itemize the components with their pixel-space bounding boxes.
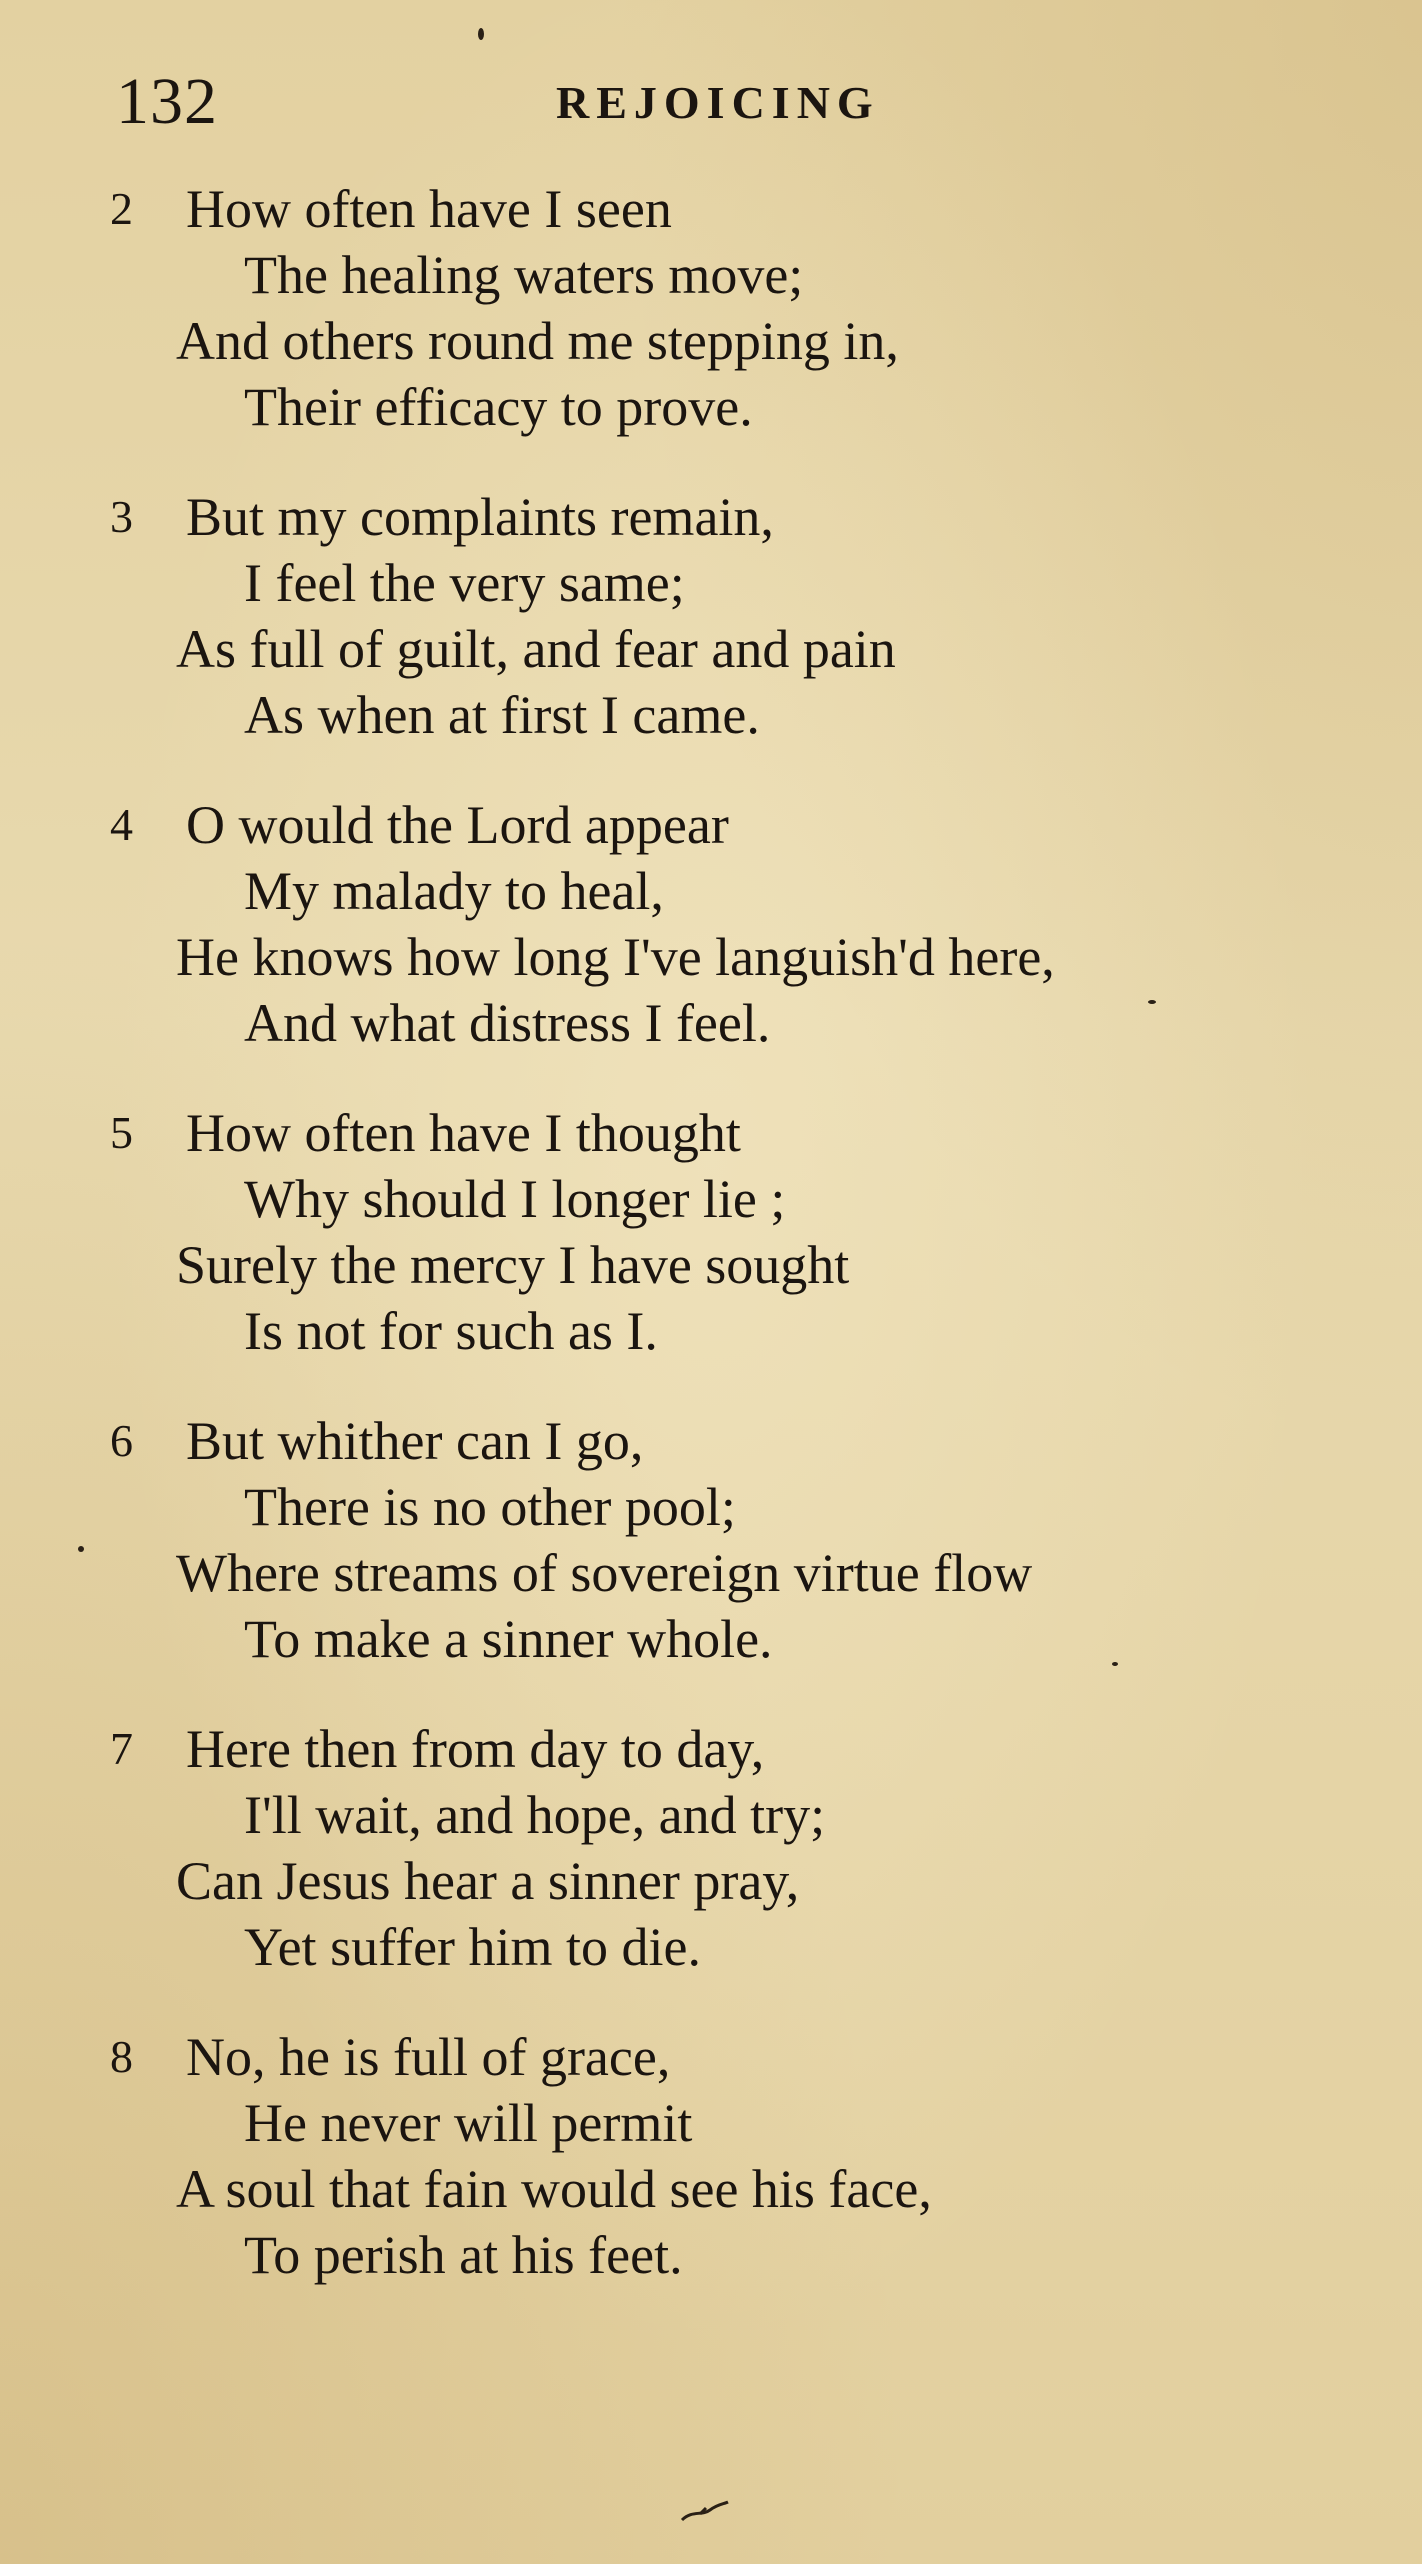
verse-line: My malady to heal, bbox=[244, 861, 664, 921]
verse-line: How often have I thought bbox=[186, 1103, 741, 1163]
verse-line: Yet suffer him to die. bbox=[244, 1917, 701, 1977]
printer-ornament-icon bbox=[680, 2500, 730, 2524]
verse-line: To perish at his feet. bbox=[244, 2225, 683, 2285]
verse-line: How often have I seen bbox=[186, 179, 672, 239]
verse-line: And others round me stepping in, bbox=[176, 311, 899, 371]
ink-speck bbox=[1148, 1000, 1156, 1004]
verse-number: 4 bbox=[110, 799, 133, 850]
verse-line: As when at first I came. bbox=[244, 685, 760, 745]
verse-line: But my complaints remain, bbox=[186, 487, 774, 547]
verse-number: 2 bbox=[110, 183, 133, 234]
verse-line: And what distress I feel. bbox=[244, 993, 771, 1053]
verse-line: But whither can I go, bbox=[186, 1411, 644, 1471]
verse-number: 3 bbox=[110, 491, 133, 542]
verse-line: A soul that fain would see his face, bbox=[176, 2159, 932, 2219]
verse-number: 7 bbox=[110, 1723, 133, 1774]
verse-line: There is no other pool; bbox=[244, 1477, 736, 1537]
verse-number: 8 bbox=[110, 2031, 133, 2082]
verse-line: Where streams of sovereign virtue flow bbox=[176, 1543, 1033, 1603]
verse-line: Why should I longer lie ; bbox=[244, 1169, 786, 1229]
verse-number: 5 bbox=[110, 1107, 133, 1158]
verse-line: As full of guilt, and fear and pain bbox=[176, 619, 896, 679]
ink-speck bbox=[1112, 1662, 1118, 1666]
ink-speck bbox=[78, 1546, 84, 1552]
verse-number: 6 bbox=[110, 1415, 133, 1466]
verse bbox=[110, 484, 1290, 792]
verse bbox=[110, 792, 1290, 1100]
verse-line: Their efficacy to prove. bbox=[244, 377, 753, 437]
verse-line: Here then from day to day, bbox=[186, 1719, 765, 1779]
verse bbox=[110, 1100, 1290, 1408]
verse bbox=[110, 1716, 1290, 2024]
running-head: REJOICING bbox=[556, 77, 880, 128]
verse-line: Can Jesus hear a sinner pray, bbox=[176, 1851, 800, 1911]
verse-line: Surely the mercy I have sought bbox=[176, 1235, 850, 1295]
verse-line: No, he is full of grace, bbox=[186, 2027, 671, 2087]
verse-line: I feel the very same; bbox=[244, 553, 685, 613]
verse-line: He never will permit bbox=[244, 2093, 693, 2153]
ink-speck bbox=[478, 28, 484, 40]
verse bbox=[110, 2024, 1290, 2332]
verse-line: Is not for such as I. bbox=[244, 1301, 658, 1361]
verse-line: To make a sinner whole. bbox=[244, 1609, 773, 1669]
verse-line: The healing waters move; bbox=[244, 245, 804, 305]
verse-line: He knows how long I've languish'd here, bbox=[176, 927, 1055, 987]
verse-line: I'll wait, and hope, and try; bbox=[244, 1785, 826, 1845]
verse-line: O would the Lord appear bbox=[186, 795, 729, 855]
verse bbox=[110, 1408, 1290, 1716]
page-number: 132 bbox=[116, 65, 218, 138]
verse bbox=[110, 176, 1290, 484]
hymn-text bbox=[110, 176, 1290, 2332]
page-header bbox=[116, 62, 1302, 142]
